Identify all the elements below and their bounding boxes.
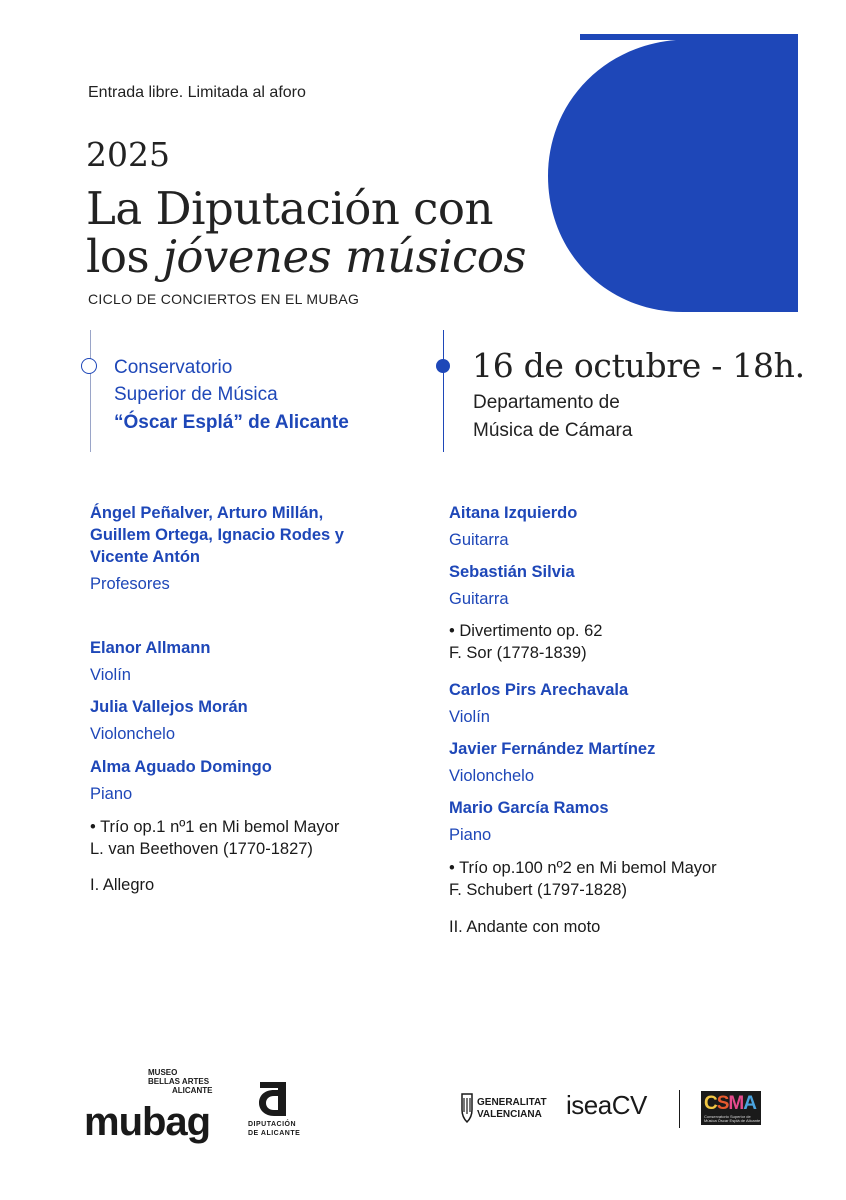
venue-line-1: Conservatorio <box>114 357 233 378</box>
title-line-1: La Diputación con <box>86 182 493 235</box>
generalitat-line-2: VALENCIANA <box>477 1109 542 1120</box>
diputacion-label-1: DIPUTACIÓN <box>248 1121 297 1128</box>
department-line-2: Música de Cámara <box>473 420 633 441</box>
timeline-line-right <box>443 330 444 452</box>
work-title: • Divertimento op. 62 <box>449 622 603 640</box>
professors-line-2: Guillem Ortega, Ignacio Rodes y <box>90 526 344 544</box>
venue-line-2: Superior de Música <box>114 384 278 405</box>
generalitat-logo <box>460 1090 560 1130</box>
timeline-line-left <box>90 330 91 452</box>
musician-name: Mario García Ramos <box>449 799 609 817</box>
mubag-small-3: ALICANTE <box>172 1086 213 1095</box>
generalitat-crest-icon <box>460 1092 474 1124</box>
generalitat-text <box>477 1097 547 1121</box>
professors-line-1: Ángel Peñalver, Arturo Millán, <box>90 504 324 522</box>
work-composer: L. van Beethoven (1770-1827) <box>90 840 313 858</box>
timeline-dot-left <box>81 358 97 374</box>
musician-name: Carlos Pirs Arechavala <box>449 681 629 699</box>
work-composer: F. Schubert (1797-1828) <box>449 881 627 899</box>
decorative-a-shape <box>548 34 798 312</box>
event-date: 16 de octubre - 18h. <box>472 346 805 385</box>
musician-role: Violín <box>90 666 131 684</box>
musician-name: Alma Aguado Domingo <box>90 758 272 776</box>
title-line-2 <box>86 230 526 283</box>
musician-name: Javier Fernández Martínez <box>449 740 656 758</box>
csma-logo <box>701 1091 761 1125</box>
diputacion-a-icon <box>256 1080 290 1118</box>
generalitat-line-1: GENERALITAT <box>477 1097 547 1108</box>
work-composer: F. Sor (1778-1839) <box>449 644 587 662</box>
iseacv-logo: iseaCV <box>566 1090 647 1120</box>
cycle-subtitle: CICLO DE CONCIERTOS EN EL MUBAG <box>88 291 360 307</box>
musician-name: Elanor Allmann <box>90 639 211 657</box>
work-movement: II. Andante con moto <box>449 918 601 936</box>
timeline-dot-right <box>436 359 450 373</box>
musician-role: Guitarra <box>449 531 509 549</box>
csma-subtitle: Conservatorio Superior de Música Óscar Esplá de Alicante <box>704 1114 761 1123</box>
musician-role: Violonchelo <box>90 725 176 743</box>
work-title: • Trío op.1 nº1 en Mi bemol Mayor <box>90 818 340 836</box>
title-line-2-italic: jóvenes músicos <box>162 230 527 283</box>
diputacion-logo <box>246 1080 306 1140</box>
musician-name: Aitana Izquierdo <box>449 504 578 522</box>
mubag-wordmark: mubag <box>84 1100 211 1144</box>
musician-role: Piano <box>90 785 133 803</box>
logo-separator <box>679 1090 680 1128</box>
musician-name: Julia Vallejos Morán <box>90 698 248 716</box>
professors-line-3: Vicente Antón <box>90 548 201 566</box>
mubag-logo <box>84 1068 224 1148</box>
department-line-1: Departamento de <box>473 392 620 413</box>
diputacion-label-2: DE ALICANTE <box>248 1130 301 1137</box>
musician-role: Violonchelo <box>449 767 535 785</box>
work-title: • Trío op.100 nº2 en Mi bemol Mayor <box>449 859 717 877</box>
musician-name: Sebastián Silvia <box>449 563 575 581</box>
venue-line-3: “Óscar Esplá” de Alicante <box>114 412 349 433</box>
professors-role: Profesores <box>90 575 170 593</box>
musician-role: Piano <box>449 826 492 844</box>
musician-role: Violín <box>449 708 490 726</box>
mubag-small-1: MUSEO <box>148 1068 178 1077</box>
mubag-small-2: BELLAS ARTES <box>148 1077 210 1086</box>
year: 2025 <box>86 135 170 174</box>
entry-note: Entrada libre. Limitada al aforo <box>88 84 306 101</box>
csma-wordmark: CSMA <box>704 1093 756 1114</box>
musician-role: Guitarra <box>449 590 509 608</box>
work-movement: I. Allegro <box>90 876 155 894</box>
title-line-2-pre: los <box>86 230 163 283</box>
